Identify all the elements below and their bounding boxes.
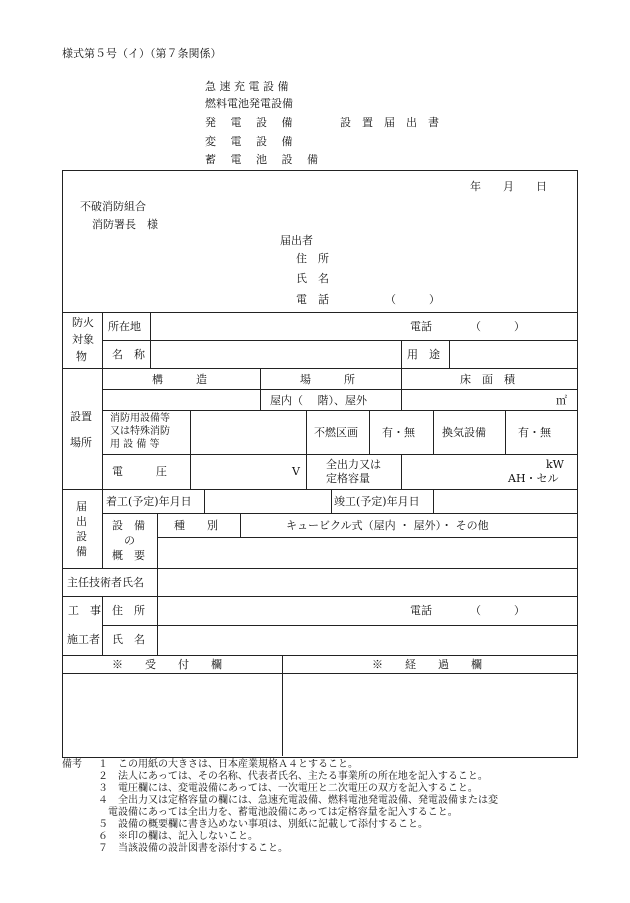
notifier-name[interactable]: 氏 名 <box>296 272 329 285</box>
title-line-5: 蓄 電 池 設 備 <box>205 153 318 166</box>
note-item: ６ ※印の欄は、記入しないこと。 <box>98 831 258 842</box>
addressee-chief: 消防署長 様 <box>92 218 158 231</box>
note-item: ５ 設備の概要欄に書き込めない事項は、別紙に記載して添付すること。 <box>98 819 428 830</box>
contractor-phone-paren: （ ） <box>470 604 525 617</box>
note-item: ４ 全出力又は定格容量の欄には、急速充電設備、燃料電池発電設備、発電設備または変 <box>98 795 498 806</box>
m2-unit: ㎡ <box>556 394 567 407</box>
object-label-1: 防火 <box>72 316 94 329</box>
object-name-label: 名 称 <box>112 348 145 361</box>
type-label: 種 別 <box>174 519 218 532</box>
cubicle-option[interactable]: キュービクル式（屋内 ・ 屋外）・ その他 <box>286 519 489 532</box>
kw-unit: kW <box>546 458 564 471</box>
non-combustible-yesno[interactable]: 有・無 <box>382 426 415 439</box>
non-combustible-label: 不燃区画 <box>314 426 358 439</box>
equipment-label-4: 備 <box>76 545 87 558</box>
object-phone-paren: （ ） <box>470 320 525 333</box>
equipment-label-1: 届 <box>76 500 87 513</box>
fire-equip-label-1: 消防用設備等 <box>110 413 170 424</box>
ventilation-yesno[interactable]: 有・無 <box>518 426 551 439</box>
object-phone-label: 電話 <box>410 320 432 333</box>
object-use-label: 用 途 <box>407 348 440 361</box>
notifier-phone[interactable]: 電 話 <box>296 293 329 306</box>
place-label-2: 場所 <box>70 436 92 449</box>
note-item: 電設備にあっては全出力を、蓄電池設備にあっては定格容量を記入すること。 <box>98 807 458 818</box>
notes-head: 備考 <box>62 759 82 770</box>
fire-equip-label-2: 又は特殊消防 <box>110 426 170 437</box>
outline-label-3: 概 要 <box>112 549 145 562</box>
addressee-org: 不破消防組合 <box>80 200 146 213</box>
title-line-3: 発 電 設 備 <box>205 116 293 129</box>
note-item: １ この用紙の大きさは、日本産業規格Ａ４とすること。 <box>98 759 358 770</box>
contractor-address-label: 住 所 <box>112 604 145 617</box>
fire-equip-label-3: 用 設 備 等 <box>110 439 160 450</box>
progress-header: ※ 経 過 欄 <box>372 658 482 671</box>
title-line-1: 急 速 充 電 設 備 <box>205 80 289 93</box>
object-location-label: 所在地 <box>108 320 141 333</box>
output-label-1: 全出力又は <box>326 458 381 471</box>
note-item: ２ 法人にあっては、その名称、代表者氏名、主たる事業所の所在地を記入すること。 <box>98 771 488 782</box>
note-item: ７ 当該設備の設計図書を添付すること。 <box>98 843 288 854</box>
ah-unit: AH・セル <box>508 472 559 485</box>
floor-area-header: 床 面 積 <box>460 373 515 386</box>
form-number: 様式第５号（イ）（第７条関係） <box>62 47 222 60</box>
place-label-1: 設置 <box>70 410 92 423</box>
notifier-address[interactable]: 住 所 <box>296 252 329 265</box>
title-suffix: 設 置 届 出 書 <box>340 116 439 129</box>
date-field[interactable]: 年 月 日 <box>470 180 547 193</box>
start-date-label: 着工(予定)年月日 <box>106 495 192 508</box>
object-label-3: 物 <box>76 350 87 363</box>
title-line-4: 変 電 設 備 <box>205 135 293 148</box>
notifier-label: 届出者 <box>280 234 313 247</box>
engineer-label: 主任技術者氏名 <box>67 576 144 589</box>
receipt-header: ※ 受 付 欄 <box>112 658 222 671</box>
structure-header: 構 造 <box>152 373 207 386</box>
equipment-label-2: 出 <box>76 515 87 528</box>
indoor-outdoor[interactable]: 屋内（ 階）、屋外 <box>270 394 367 407</box>
outline-label-1: 設 備 <box>112 519 145 532</box>
outline-label-2: の <box>124 534 135 547</box>
ventilation-label: 換気設備 <box>442 426 486 439</box>
title-line-2: 燃料電池発電設備 <box>205 97 293 110</box>
voltage-label: 電 圧 <box>112 465 167 478</box>
equipment-label-3: 設 <box>76 530 87 543</box>
contractor-label-1: 工 事 <box>68 604 101 617</box>
notifier-phone-paren: （ ） <box>385 293 440 306</box>
contractor-name-label: 氏 名 <box>112 633 145 646</box>
note-item: ３ 電圧欄には、変電設備にあっては、一次電圧と二次電圧の双方を記入すること。 <box>98 783 478 794</box>
object-label-2: 対象 <box>72 333 94 346</box>
contractor-label-2: 施工者 <box>67 633 100 646</box>
place-header: 場 所 <box>300 373 355 386</box>
output-label-2: 定格容量 <box>326 472 370 485</box>
end-date-label: 竣工(予定)年月日 <box>334 495 420 508</box>
voltage-unit: V <box>292 465 300 478</box>
contractor-phone-label: 電話 <box>410 604 432 617</box>
